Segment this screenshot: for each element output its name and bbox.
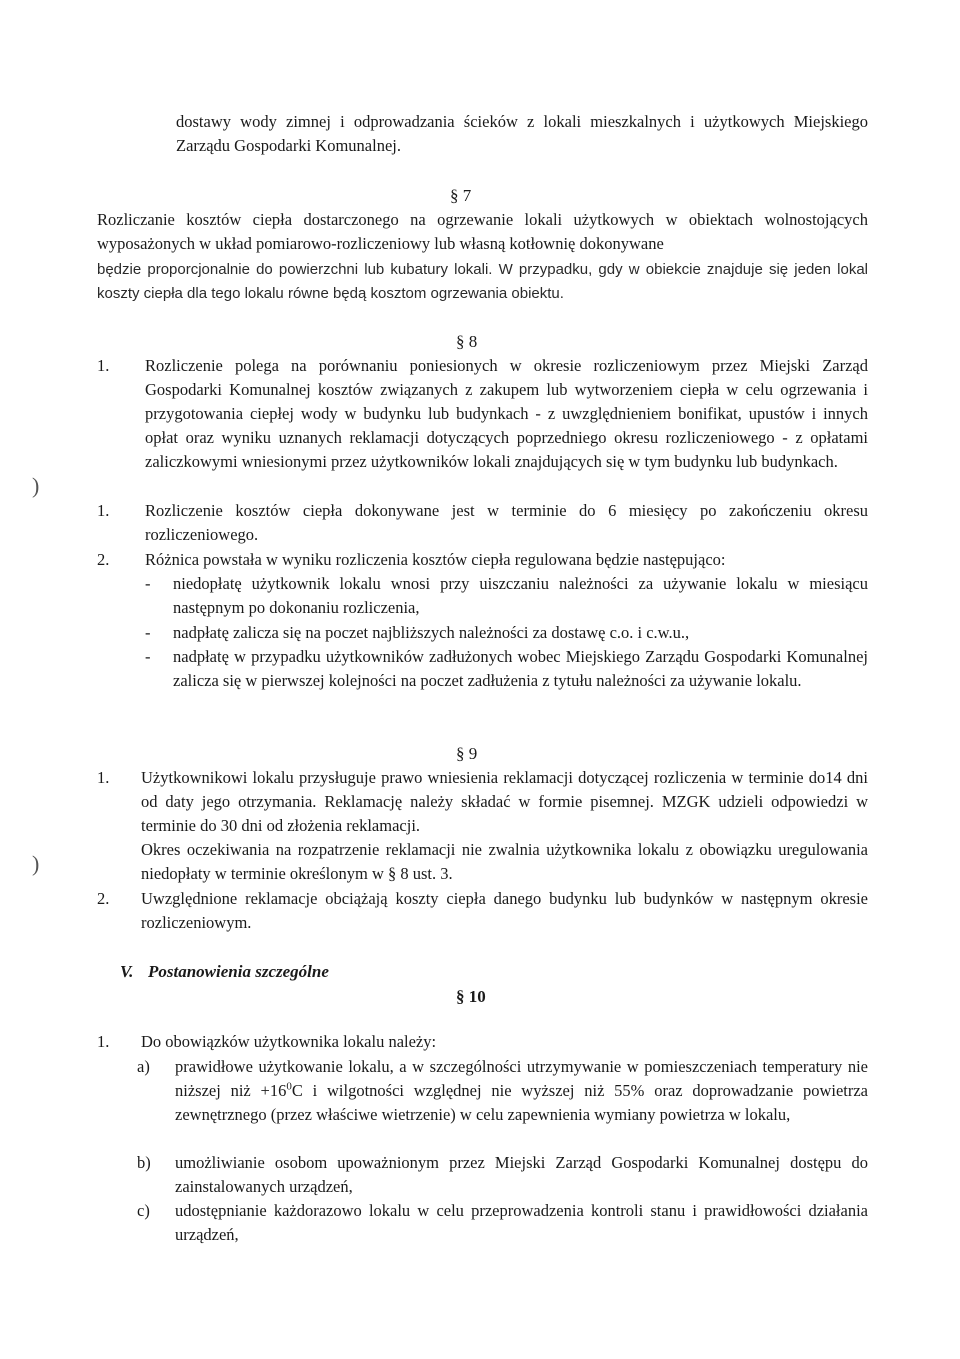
section-10-subitem-a — [137, 1055, 868, 1151]
bullet-text: nadpłatę zalicza się na poczet najbliższych należności za dostawę c.o. i c.w.u., — [173, 623, 690, 642]
section-8-item-3 — [97, 548, 868, 572]
bullet-text: niedopłatę użytkownik lokalu wnosi przy uiszczaniu należności za używanie lokalu w miesiącu następnym po dokonaniu rozliczenia, — [173, 574, 868, 617]
section-10-subitem-b — [137, 1151, 868, 1199]
section-7-text-sans: będzie proporcjonalnie do powierzchni lub kubatury lokali. W przypadku, gdy w obiekcie znajduje się jeden lokal koszty ciepła dla tego lokalu równe będą kosztom ogrzewania obiektu. — [97, 261, 868, 302]
bullet-text: nadpłatę w przypadku użytkowników zadłużonych wobec Miejskiego Zarządu Gospodarki Komunalnej zalicza się w pierwszej kolejności na poczet zadłużenia z tytułu należności za używanie lokalu. — [173, 647, 868, 690]
section-10-title: § 10 — [456, 987, 486, 1006]
item-number: 1. — [97, 768, 110, 787]
sub-text — [175, 1055, 868, 1127]
section-8-bullet-1 — [145, 572, 868, 620]
section-10-item-1 — [97, 1030, 868, 1054]
section-8-item-1 — [97, 354, 868, 498]
item-number: 2. — [97, 550, 110, 569]
sub-letter: a) — [137, 1057, 150, 1076]
sub-text-part-2: C i wilgotności względnej nie wyższej niż 55% oraz doprowadzanie powietrza zewnętrznego (przez właściwe wietrzenie) w celu zapewnienia wymiany powietrza w lokalu, — [175, 1081, 868, 1124]
section-7-text-serif: Rozliczanie kosztów ciepła dostarczonego na ogrzewanie lokali użytkowych w obiektach wolnostojących wyposażonych w układ pomiarowo-rozliczeniowy lub własną kotłownię dokonywane — [97, 210, 868, 253]
item-number: 1. — [97, 356, 110, 375]
section-7-title: § 7 — [450, 186, 472, 205]
intro-paragraph: dostawy wody zimnej i odprowadzania ścieków z lokali mieszkalnych i użytkowych Miejskiego Zarządu Gospodarki Komunalnej. — [176, 112, 868, 155]
item-text: Różnica powstała w wyniku rozliczenia kosztów ciepła regulowana będzie następująco: — [145, 550, 726, 569]
item-text: Użytkownikowi lokalu przysługuje prawo wniesienia reklamacji dotyczącej rozliczenia w terminie do14 dni od daty jego otrzymania. Reklamację należy składać w formie pisemnej. MZGK udzieli odpowiedzi w terminie do 30 dni od złożenia reklamacji. — [141, 768, 868, 835]
margin-punch-mark-lower: ) — [32, 851, 40, 876]
sub-letter: b) — [137, 1153, 151, 1172]
section-8-bullet-3 — [145, 645, 868, 717]
chapter-title: Postanowienia szczególne — [148, 962, 329, 981]
sub-text: umożliwianie osobom upoważnionym przez Miejski Zarząd Gospodarki Komunalnej dostępu do zainstalowanych urządzeń, — [175, 1153, 868, 1196]
bullet-dash: - — [145, 623, 151, 642]
bullet-dash: - — [145, 647, 151, 666]
section-9-item-1 — [97, 766, 868, 838]
item-text: Rozliczenie polega na porównaniu poniesionych w okresie rozliczeniowym przez Miejski Zarząd Gospodarki Komunalnej kosztów związanych z zakupem lub wytworzeniem ciepła w celu ogrzewania i przygotowania ciepłej wody w budynku lub budynkach - z uwzględnieniem bonifikat, upustów i innych opłat oraz wyniku uznanych reklamacji dotyczących poprzedniego okresu rozliczeniowego - z opłatami zaliczkowymi wniesionymi przez użytkowników lokali znajdujących się w tym budynku lub budynkach. — [145, 356, 868, 471]
section-8-item-2 — [97, 499, 868, 547]
item-text: Do obowiązków użytkownika lokalu należy: — [141, 1032, 437, 1051]
item-text: Uwzględnione reklamacje obciążają koszty ciepła danego budynku lub budynków w następnym okresie rozliczeniowym. — [141, 889, 868, 932]
margin-punch-mark-upper: ) — [32, 473, 40, 498]
degree-superscript: 0 — [286, 1080, 292, 1093]
sub-text: udostępnianie każdorazowo lokalu w celu przeprowadzenia kontroli stanu i prawidłowości działania urządzeń, — [175, 1201, 868, 1244]
sub-text-part-1: prawidłowe użytkowanie lokalu, a w szczególności utrzymywanie w pomieszczeniach temperatury nie niższej niż +16 — [175, 1057, 868, 1100]
section-9-item-2 — [97, 887, 868, 935]
item-number: 1. — [97, 1032, 110, 1051]
section-9-item-1-continuation — [97, 838, 868, 886]
item-text: Rozliczenie kosztów ciepła dokonywane jest w terminie do 6 miesięcy po zakończeniu okresu rozliczeniowego. — [145, 501, 868, 544]
item-number: 1. — [97, 501, 110, 520]
sub-letter: c) — [137, 1201, 150, 1220]
section-10-subitem-c — [137, 1199, 868, 1247]
section-8-bullet-2 — [145, 621, 868, 645]
chapter-number: V. — [120, 962, 134, 981]
item-number: 2. — [97, 889, 110, 908]
section-9-title: § 9 — [456, 744, 478, 763]
item-text: Okres oczekiwania na rozpatrzenie reklamacji nie zwalnia użytkownika lokalu z obowiązku uregulowania niedopłaty w terminie określonym w § 8 ust. 3. — [141, 840, 868, 883]
section-8-title: § 8 — [456, 332, 478, 351]
bullet-dash: - — [145, 574, 151, 593]
